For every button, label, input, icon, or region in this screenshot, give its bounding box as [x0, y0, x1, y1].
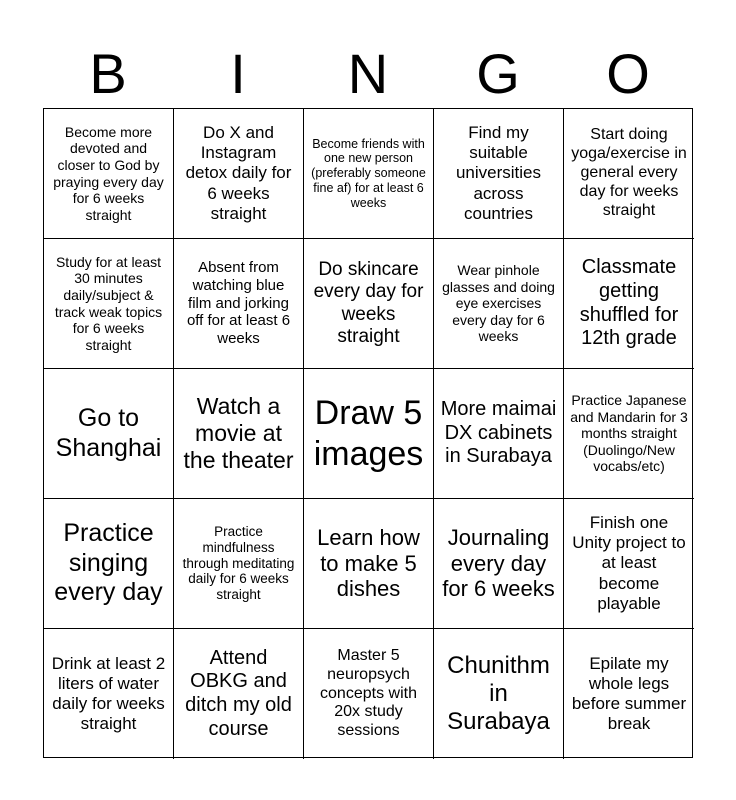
- bingo-cell[interactable]: Chunithm in Surabaya: [434, 629, 564, 759]
- header-letter-b: B: [89, 42, 127, 105]
- bingo-cell[interactable]: Practice singing every day: [44, 499, 174, 629]
- bingo-cell[interactable]: Do skincare every day for weeks straight: [304, 239, 434, 369]
- bingo-cell[interactable]: Do X and Instagram detox daily for 6 weeks straight: [174, 109, 304, 239]
- header-letter-g: G: [476, 42, 520, 105]
- bingo-cell[interactable]: Attend OBKG and ditch my old course: [174, 629, 304, 759]
- bingo-cell[interactable]: Drink at least 2 liters of water daily for weeks straight: [44, 629, 174, 759]
- bingo-cell[interactable]: Go to Shanghai: [44, 369, 174, 499]
- bingo-cell[interactable]: Watch a movie at the theater: [174, 369, 304, 499]
- bingo-grid: [43, 108, 693, 758]
- bingo-cell-center[interactable]: Draw 5 images: [304, 369, 434, 499]
- bingo-cell[interactable]: Epilate my whole legs before summer break: [571, 653, 687, 734]
- bingo-cell[interactable]: Become friends with one new person (preferably someone fine af) for at least 6 weeks: [304, 109, 434, 239]
- header-letter-n: N: [347, 42, 389, 105]
- bingo-cell[interactable]: Practice mindfulness through meditating daily for 6 weeks straight: [174, 499, 304, 629]
- bingo-cell[interactable]: Master 5 neuropsych concepts with 20x study sessions: [304, 629, 434, 759]
- header-letter-i: I: [230, 42, 246, 105]
- bingo-cell[interactable]: Wear pinhole glasses and doing eye exercises every day for 6 weeks: [434, 239, 564, 369]
- bingo-cell[interactable]: Classmate getting shuffled for 12th grade: [564, 239, 694, 369]
- bingo-cell[interactable]: Practice Japanese and Mandarin for 3 months straight (Duolingo/New vocabs/etc): [564, 369, 694, 499]
- bingo-cell[interactable]: Study for at least 30 minutes daily/subject & track weak topics for 6 weeks straight: [44, 239, 174, 369]
- bingo-cell[interactable]: Become more devoted and closer to God by praying every day for 6 weeks straight: [44, 109, 174, 239]
- header-letter-o: O: [606, 42, 650, 105]
- bingo-cell[interactable]: Journaling every day for 6 weeks: [434, 499, 564, 629]
- bingo-header: [43, 38, 693, 110]
- bingo-cell[interactable]: Finish one Unity project to at least become playable: [564, 499, 694, 629]
- bingo-cell[interactable]: More maimai DX cabinets in Surabaya: [434, 369, 564, 499]
- bingo-cell[interactable]: Start doing yoga/exercise in general every day for weeks straight: [564, 109, 694, 239]
- bingo-cell[interactable]: Absent from watching blue film and jorking off for at least 6 weeks: [174, 239, 304, 369]
- bingo-cell[interactable]: Find my suitable universities across countries: [434, 109, 564, 239]
- bingo-cell[interactable]: Learn how to make 5 dishes: [304, 499, 434, 629]
